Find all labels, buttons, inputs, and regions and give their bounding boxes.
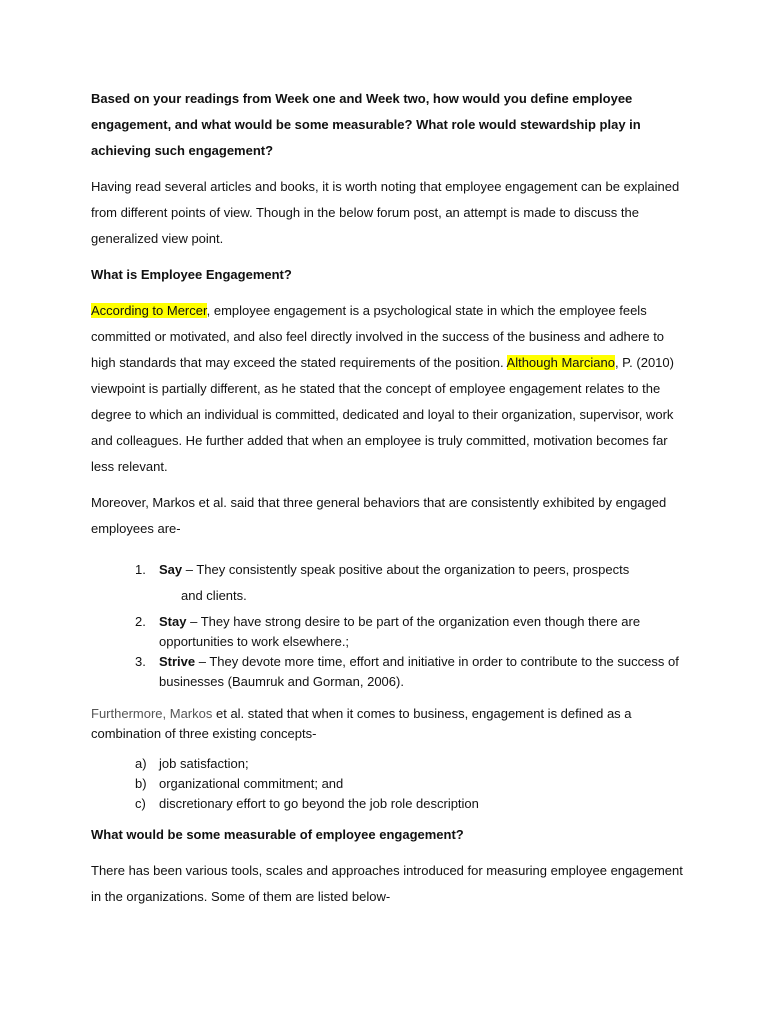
list-item <box>91 612 691 652</box>
list-item <box>91 774 691 794</box>
list-item <box>91 652 691 692</box>
concepts-intro-text: et al. stated that when it comes to business, engagement is defined as a combination of three existing concepts- <box>91 706 632 741</box>
list-label: c) <box>135 796 146 811</box>
definition-text-1: , employee engagement is a psychological state in which the employee feels committed or motivated, and also feel directly involved in the success of the business and adhere to high standards that may exceed the stated requirements of the position. <box>91 303 665 370</box>
list-item <box>91 754 691 774</box>
highlight-mercer: According to Mercer <box>91 303 207 318</box>
list-text: discretionary effort to go beyond the job role description <box>159 796 479 811</box>
document-page <box>91 86 691 910</box>
list-item-continuation <box>91 586 691 606</box>
question-heading: Based on your readings from Week one and Week two, how would you define employee engagement, and what would be some measurable? What role would stewardship play in achieving such engagement? <box>91 91 641 158</box>
highlight-marciano: Although Marciano <box>506 355 615 370</box>
list-term: Say <box>159 562 183 577</box>
list-item <box>91 560 691 580</box>
definition-text-2: , P. (2010) viewpoint is partially different, as he stated that the concept of employee engagement relates to the degree to which an individual is committed, dedicated and loyal to their organization, supervisor, work and colleagues. He further added that when an employee is truly committed, motivation becomes far less relevant. <box>91 355 674 474</box>
list-text: – They devote more time, effort and initiative in order to contribute to the success of businesses (Baumruk and Gorman, 2006). <box>159 654 679 689</box>
concepts-intro-paragraph <box>91 704 691 744</box>
list-text: organizational commitment; and <box>159 776 344 791</box>
list-number: 1. <box>135 562 146 577</box>
list-term: Strive <box>159 654 196 669</box>
list-label: a) <box>135 756 147 771</box>
intro-paragraph: Having read several articles and books, it is worth noting that employee engagement can be explained from different points of view. Though in the below forum post, an attempt is made to discuss the generalized view point. <box>91 179 680 246</box>
list-text: and clients. <box>181 588 247 603</box>
gray-text: Furthermore, Markos <box>91 706 213 721</box>
section-heading-measurable: What would be some measurable of employee engagement? <box>91 827 464 842</box>
definition-paragraph <box>91 298 691 480</box>
list-number: 3. <box>135 654 146 669</box>
list-number: 2. <box>135 614 146 629</box>
behaviors-list <box>91 560 691 692</box>
measurement-paragraph: There has been various tools, scales and approaches introduced for measuring employee engagement in the organizations. Some of them are listed below- <box>91 863 683 904</box>
concepts-list <box>91 754 691 814</box>
list-text: – They have strong desire to be part of the organization even though there are opportunities to work elsewhere.; <box>159 614 641 649</box>
list-label: b) <box>135 776 147 791</box>
list-text: job satisfaction; <box>159 756 249 771</box>
list-text: – They consistently speak positive about the organization to peers, prospects <box>182 562 630 577</box>
list-item <box>91 794 691 814</box>
list-term: Stay <box>159 614 187 629</box>
behaviors-intro-paragraph: Moreover, Markos et al. said that three general behaviors that are consistently exhibited by engaged employees are- <box>91 495 667 536</box>
section-heading-what-is: What is Employee Engagement? <box>91 267 292 282</box>
